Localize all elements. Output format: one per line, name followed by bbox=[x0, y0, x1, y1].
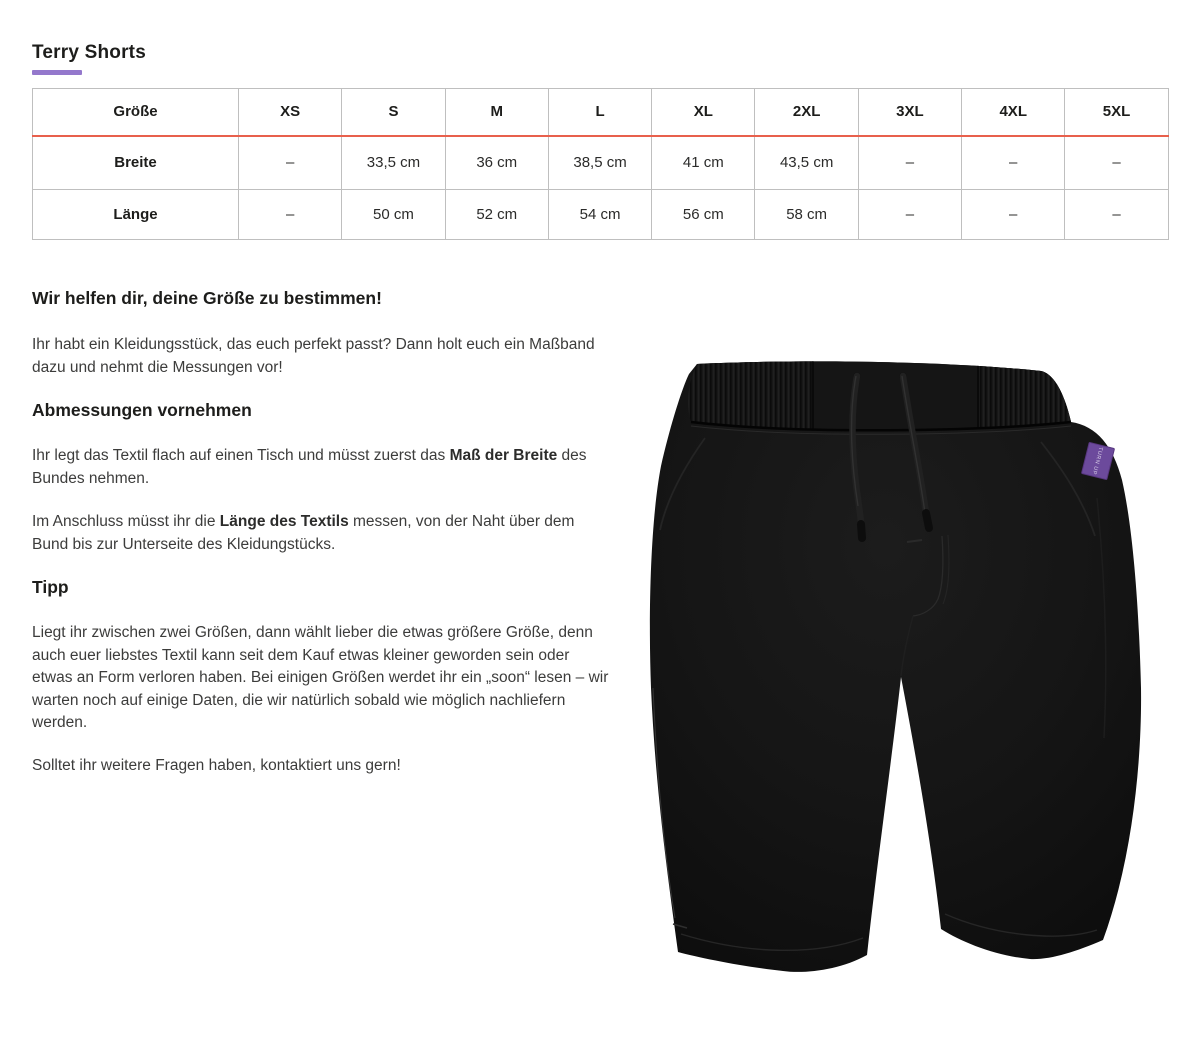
shorts-silhouette bbox=[650, 361, 1141, 972]
text-segment: Ihr legt das Textil flach auf einen Tisch und müsst zuerst das bbox=[32, 447, 450, 464]
size-table-cell: – bbox=[1065, 190, 1168, 240]
size-table-cell: 33,5 cm bbox=[342, 136, 445, 190]
page-title: Terry Shorts bbox=[32, 42, 146, 63]
size-table-header-row bbox=[33, 89, 1169, 136]
size-table-header-cell: 2XL bbox=[755, 89, 858, 136]
drawstring-aglet bbox=[926, 513, 929, 528]
size-table-cell: – bbox=[239, 136, 342, 190]
size-table-header-cell: Größe bbox=[33, 89, 239, 136]
product-photo bbox=[645, 358, 1145, 983]
text-segment-bold: Länge des Textils bbox=[219, 513, 349, 530]
heading-help: Wir helfen dir, deine Größe zu bestimmen! bbox=[32, 288, 382, 308]
size-table bbox=[32, 88, 1169, 240]
size-table-header-cell: XS bbox=[239, 89, 342, 136]
size-table-cell: 38,5 cm bbox=[548, 136, 651, 190]
size-table-cell: 52 cm bbox=[445, 190, 548, 240]
size-table-cell: 56 cm bbox=[652, 190, 755, 240]
drawstring-aglet bbox=[861, 524, 862, 538]
size-table-header-cell: M bbox=[445, 89, 548, 136]
text-segment: Im Anschluss müsst ihr die bbox=[32, 513, 220, 530]
size-table-cell: 58 cm bbox=[755, 190, 858, 240]
paragraph-contact: Solltet ihr weitere Fragen haben, kontaktiert uns gern! bbox=[32, 756, 401, 774]
size-table-cell: 43,5 cm bbox=[755, 136, 858, 190]
size-table-cell: – bbox=[1065, 136, 1168, 190]
paragraph-measure-width bbox=[32, 445, 614, 490]
size-table-header-cell: S bbox=[342, 89, 445, 136]
paragraph-help: Ihr habt ein Kleidungsstück, das euch perfekt passt? Dann holt euch ein Maßband dazu und nehmt die Messungen vor! bbox=[32, 336, 595, 376]
size-table-cell: – bbox=[962, 136, 1065, 190]
brand-tag-label: TURN UP bbox=[1090, 446, 1104, 476]
size-table-header-cell: XL bbox=[652, 89, 755, 136]
size-table-header-cell: 3XL bbox=[858, 89, 961, 136]
size-guide-text bbox=[32, 288, 614, 777]
shorts-product-image bbox=[645, 358, 1145, 983]
size-table-header-cell: 4XL bbox=[962, 89, 1065, 136]
heading-tip: Tipp bbox=[32, 577, 69, 597]
size-table-cell: 41 cm bbox=[652, 136, 755, 190]
text-segment: des Bundes nehmen. bbox=[32, 447, 587, 487]
title-underline bbox=[32, 70, 82, 75]
size-table-cell: – bbox=[239, 190, 342, 240]
size-table-row-breite bbox=[33, 136, 1169, 190]
text-segment: messen, von der Naht über dem Bund bis zur Unterseite des Kleidungstücks. bbox=[32, 513, 575, 553]
size-table-header-cell: 5XL bbox=[1065, 89, 1168, 136]
heading-measure: Abmessungen vornehmen bbox=[32, 400, 252, 420]
paragraph-tip: Liegt ihr zwischen zwei Größen, dann wählt lieber die etwas größere Größe, denn auch euer liebstes Textil kann seit dem Kauf etwas kleiner geworden sein oder etwas an Form verloren haben. Bei einigen Größen werdet ihr ein „soon“ lesen – wir warten noch auf einige Daten, die wir natürlich sobald wie möglich nachliefern werden. bbox=[32, 624, 609, 731]
paragraph-measure-length bbox=[32, 511, 614, 556]
size-table-row-laenge bbox=[33, 190, 1169, 240]
size-table-cell: 36 cm bbox=[445, 136, 548, 190]
size-table-cell: – bbox=[962, 190, 1065, 240]
size-table-cell: – bbox=[858, 136, 961, 190]
text-segment-bold: Maß der Breite bbox=[449, 447, 558, 464]
size-table-row-label: Länge bbox=[33, 190, 239, 240]
size-table-header-cell: L bbox=[548, 89, 651, 136]
size-table-cell: 54 cm bbox=[548, 190, 651, 240]
size-table-row-label: Breite bbox=[33, 136, 239, 190]
size-table-cell: 50 cm bbox=[342, 190, 445, 240]
size-table-cell: – bbox=[858, 190, 961, 240]
